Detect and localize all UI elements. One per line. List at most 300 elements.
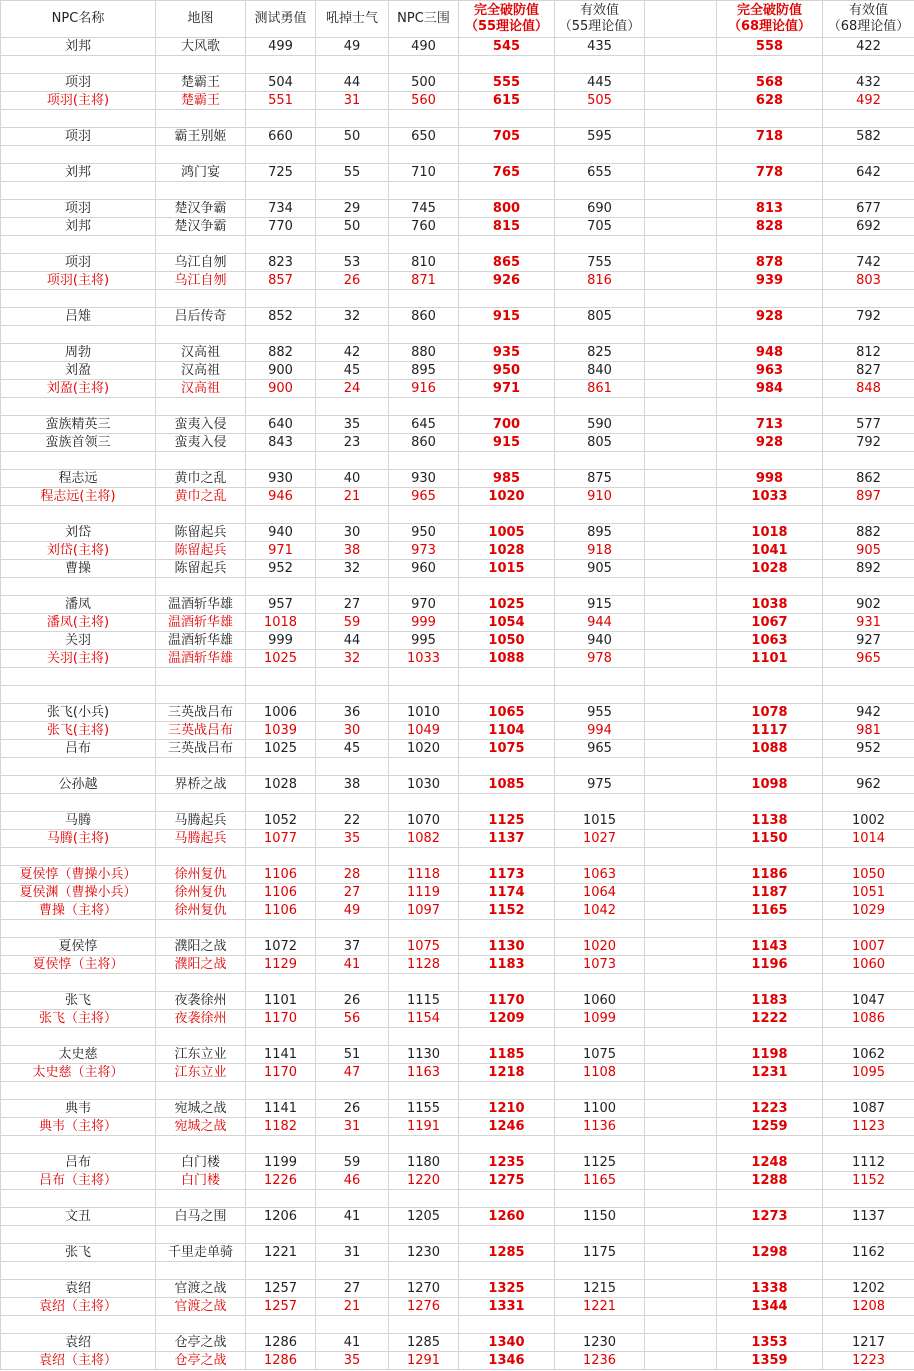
npc-stats-cell: 650 — [389, 128, 459, 146]
npc-name-cell: 典韦（主将） — [1, 1118, 156, 1136]
npc-stats-cell: 1163 — [389, 1064, 459, 1082]
header-full-break-55: 完全破防值 （55理论值） — [459, 1, 555, 38]
test-bravery-cell: 1170 — [246, 1064, 316, 1082]
effective-68-cell: 827 — [823, 362, 914, 380]
empty-cell — [645, 848, 717, 866]
empty-cell — [156, 452, 246, 470]
full-break-68-cell: 713 — [717, 416, 823, 434]
full-break-68-cell: 1186 — [717, 866, 823, 884]
morale-drop-cell: 21 — [316, 488, 389, 506]
npc-name-cell: 张飞 — [1, 1244, 156, 1262]
table-row — [1, 992, 914, 1010]
npc-name-cell: 项羽(主将) — [1, 92, 156, 110]
empty-cell — [156, 794, 246, 812]
blank-row — [1, 398, 914, 416]
spacer-cell — [645, 740, 717, 758]
spacer-cell — [645, 218, 717, 236]
effective-55-cell: 1099 — [555, 1010, 645, 1028]
npc-name-cell: 刘邦 — [1, 164, 156, 182]
npc-stats-cell: 1230 — [389, 1244, 459, 1262]
morale-drop-cell: 50 — [316, 128, 389, 146]
map-cell: 陈留起兵 — [156, 560, 246, 578]
empty-cell — [645, 686, 717, 704]
empty-cell — [246, 110, 316, 128]
full-break-55-cell: 1137 — [459, 830, 555, 848]
map-cell: 蛮夷入侵 — [156, 434, 246, 452]
empty-cell — [156, 398, 246, 416]
full-break-55-cell: 1209 — [459, 1010, 555, 1028]
empty-cell — [645, 236, 717, 254]
full-break-68-cell: 928 — [717, 434, 823, 452]
empty-cell — [555, 1028, 645, 1046]
map-cell: 楚霸王 — [156, 74, 246, 92]
table-row — [1, 1064, 914, 1082]
empty-cell — [1, 1262, 156, 1280]
empty-cell — [316, 1262, 389, 1280]
empty-cell — [389, 1226, 459, 1244]
empty-cell — [156, 1136, 246, 1154]
full-break-55-cell: 545 — [459, 38, 555, 56]
test-bravery-cell: 857 — [246, 272, 316, 290]
full-break-68-cell: 1033 — [717, 488, 823, 506]
full-break-55-cell: 935 — [459, 344, 555, 362]
blank-row — [1, 686, 914, 704]
effective-68-cell: 432 — [823, 74, 914, 92]
npc-stats-cell: 1130 — [389, 1046, 459, 1064]
empty-cell — [717, 1136, 823, 1154]
empty-cell — [555, 1082, 645, 1100]
test-bravery-cell: 1077 — [246, 830, 316, 848]
empty-cell — [1, 974, 156, 992]
effective-68-cell: 692 — [823, 218, 914, 236]
full-break-68-cell: 1248 — [717, 1154, 823, 1172]
npc-name-cell: 夏侯惇 — [1, 938, 156, 956]
empty-cell — [316, 686, 389, 704]
test-bravery-cell: 640 — [246, 416, 316, 434]
map-cell: 陈留起兵 — [156, 524, 246, 542]
effective-55-cell: 1230 — [555, 1334, 645, 1352]
full-break-68-cell: 1344 — [717, 1298, 823, 1316]
full-break-55-cell: 1340 — [459, 1334, 555, 1352]
full-break-68-cell: 1067 — [717, 614, 823, 632]
effective-55-cell: 1020 — [555, 938, 645, 956]
morale-drop-cell: 38 — [316, 776, 389, 794]
header-npc-stats: NPC三围 — [389, 1, 459, 38]
empty-cell — [459, 578, 555, 596]
table-row — [1, 362, 914, 380]
full-break-68-cell: 1143 — [717, 938, 823, 956]
empty-cell — [459, 182, 555, 200]
empty-cell — [459, 146, 555, 164]
morale-drop-cell: 29 — [316, 200, 389, 218]
empty-cell — [823, 326, 914, 344]
npc-stats-cell: 916 — [389, 380, 459, 398]
blank-row — [1, 1028, 914, 1046]
empty-cell — [717, 668, 823, 686]
morale-drop-cell: 36 — [316, 704, 389, 722]
empty-cell — [246, 236, 316, 254]
empty-cell — [1, 236, 156, 254]
empty-cell — [156, 1082, 246, 1100]
full-break-55-cell: 1218 — [459, 1064, 555, 1082]
table-row — [1, 434, 914, 452]
empty-cell — [459, 236, 555, 254]
morale-drop-cell: 46 — [316, 1172, 389, 1190]
empty-cell — [555, 1190, 645, 1208]
npc-name-cell: 夏侯惇（曹操小兵） — [1, 866, 156, 884]
morale-drop-cell: 30 — [316, 722, 389, 740]
npc-stats-cell: 973 — [389, 542, 459, 560]
empty-cell — [156, 290, 246, 308]
morale-drop-cell: 35 — [316, 1352, 389, 1370]
effective-55-cell: 915 — [555, 596, 645, 614]
empty-cell — [156, 506, 246, 524]
test-bravery-cell: 725 — [246, 164, 316, 182]
empty-cell — [717, 848, 823, 866]
full-break-68-cell: 948 — [717, 344, 823, 362]
empty-cell — [156, 56, 246, 74]
npc-name-cell: 项羽 — [1, 254, 156, 272]
empty-cell — [717, 1316, 823, 1334]
morale-drop-cell: 47 — [316, 1064, 389, 1082]
map-cell: 仓亭之战 — [156, 1334, 246, 1352]
effective-68-cell: 1007 — [823, 938, 914, 956]
full-break-55-cell: 1325 — [459, 1280, 555, 1298]
npc-stats-cell: 860 — [389, 308, 459, 326]
full-break-68-cell: 928 — [717, 308, 823, 326]
effective-68-cell: 577 — [823, 416, 914, 434]
spacer-cell — [645, 1208, 717, 1226]
empty-cell — [645, 56, 717, 74]
morale-drop-cell: 50 — [316, 218, 389, 236]
blank-row — [1, 974, 914, 992]
empty-cell — [156, 326, 246, 344]
table-row — [1, 1280, 914, 1298]
table-row — [1, 308, 914, 326]
npc-name-cell: 蛮族首领三 — [1, 434, 156, 452]
empty-cell — [1, 326, 156, 344]
effective-55-cell: 955 — [555, 704, 645, 722]
npc-stats-cell: 1049 — [389, 722, 459, 740]
full-break-68-cell: 1223 — [717, 1100, 823, 1118]
full-break-68-cell: 1273 — [717, 1208, 823, 1226]
effective-68-cell: 1029 — [823, 902, 914, 920]
effective-68-cell: 981 — [823, 722, 914, 740]
test-bravery-cell: 1257 — [246, 1280, 316, 1298]
npc-stats-cell: 1155 — [389, 1100, 459, 1118]
effective-55-cell: 1136 — [555, 1118, 645, 1136]
effective-55-cell: 690 — [555, 200, 645, 218]
empty-cell — [1, 1190, 156, 1208]
effective-55-cell: 705 — [555, 218, 645, 236]
empty-cell — [717, 758, 823, 776]
full-break-55-cell: 985 — [459, 470, 555, 488]
map-cell: 宛城之战 — [156, 1118, 246, 1136]
map-cell: 吕后传奇 — [156, 308, 246, 326]
empty-cell — [823, 398, 914, 416]
empty-cell — [156, 1226, 246, 1244]
map-cell: 官渡之战 — [156, 1280, 246, 1298]
npc-name-cell: 项羽(主将) — [1, 272, 156, 290]
empty-cell — [246, 56, 316, 74]
empty-cell — [645, 146, 717, 164]
test-bravery-cell: 930 — [246, 470, 316, 488]
spacer-cell — [645, 272, 717, 290]
empty-cell — [389, 1316, 459, 1334]
empty-cell — [156, 110, 246, 128]
full-break-68-cell: 998 — [717, 470, 823, 488]
effective-55-cell: 825 — [555, 344, 645, 362]
test-bravery-cell: 1106 — [246, 884, 316, 902]
morale-drop-cell: 56 — [316, 1010, 389, 1028]
empty-cell — [555, 1136, 645, 1154]
full-break-55-cell: 1028 — [459, 542, 555, 560]
blank-row — [1, 110, 914, 128]
empty-cell — [823, 290, 914, 308]
npc-name-cell: 夏侯渊（曹操小兵） — [1, 884, 156, 902]
empty-cell — [389, 1190, 459, 1208]
spacer-cell — [645, 1010, 717, 1028]
empty-cell — [459, 1136, 555, 1154]
morale-drop-cell: 45 — [316, 740, 389, 758]
npc-stats-cell: 930 — [389, 470, 459, 488]
npc-name-cell: 张飞 — [1, 992, 156, 1010]
empty-cell — [645, 1136, 717, 1154]
empty-cell — [246, 1316, 316, 1334]
blank-row — [1, 506, 914, 524]
empty-cell — [823, 686, 914, 704]
empty-cell — [1, 1226, 156, 1244]
empty-cell — [555, 506, 645, 524]
empty-cell — [459, 758, 555, 776]
empty-cell — [717, 398, 823, 416]
empty-cell — [459, 1226, 555, 1244]
empty-cell — [459, 290, 555, 308]
map-cell: 白马之围 — [156, 1208, 246, 1226]
empty-cell — [1, 1028, 156, 1046]
morale-drop-cell: 23 — [316, 434, 389, 452]
test-bravery-cell: 1006 — [246, 704, 316, 722]
empty-cell — [246, 506, 316, 524]
npc-name-cell: 刘岱(主将) — [1, 542, 156, 560]
morale-drop-cell: 32 — [316, 650, 389, 668]
test-bravery-cell: 1182 — [246, 1118, 316, 1136]
empty-cell — [316, 236, 389, 254]
table-row — [1, 344, 914, 362]
test-bravery-cell: 946 — [246, 488, 316, 506]
table-row — [1, 542, 914, 560]
effective-55-cell: 805 — [555, 308, 645, 326]
empty-cell — [555, 290, 645, 308]
effective-68-cell: 862 — [823, 470, 914, 488]
empty-cell — [316, 920, 389, 938]
empty-cell — [555, 452, 645, 470]
full-break-68-cell: 878 — [717, 254, 823, 272]
map-cell: 温酒斩华雄 — [156, 650, 246, 668]
effective-68-cell: 1051 — [823, 884, 914, 902]
npc-name-cell: 刘邦 — [1, 38, 156, 56]
table-row — [1, 650, 914, 668]
empty-cell — [246, 1136, 316, 1154]
empty-cell — [246, 1262, 316, 1280]
map-cell: 濮阳之战 — [156, 938, 246, 956]
full-break-55-cell: 915 — [459, 308, 555, 326]
empty-cell — [645, 182, 717, 200]
full-break-55-cell: 1275 — [459, 1172, 555, 1190]
effective-55-cell: 1075 — [555, 1046, 645, 1064]
empty-cell — [823, 1136, 914, 1154]
test-bravery-cell: 1221 — [246, 1244, 316, 1262]
effective-55-cell: 861 — [555, 380, 645, 398]
table-row — [1, 956, 914, 974]
full-break-68-cell: 1138 — [717, 812, 823, 830]
effective-55-cell: 910 — [555, 488, 645, 506]
spacer-cell — [645, 1172, 717, 1190]
full-break-68-cell: 1038 — [717, 596, 823, 614]
npc-name-cell: 程志远 — [1, 470, 156, 488]
table-body — [1, 38, 914, 1370]
npc-stats-cell: 995 — [389, 632, 459, 650]
full-break-55-cell: 1285 — [459, 1244, 555, 1262]
effective-55-cell: 1108 — [555, 1064, 645, 1082]
empty-cell — [459, 920, 555, 938]
morale-drop-cell: 42 — [316, 344, 389, 362]
spacer-cell — [645, 596, 717, 614]
spacer-cell — [645, 344, 717, 362]
npc-name-cell: 太史慈 — [1, 1046, 156, 1064]
spacer-cell — [645, 254, 717, 272]
full-break-55-cell: 1020 — [459, 488, 555, 506]
map-cell: 乌江自刎 — [156, 254, 246, 272]
full-break-68-cell: 1117 — [717, 722, 823, 740]
effective-68-cell: 905 — [823, 542, 914, 560]
full-break-68-cell: 984 — [717, 380, 823, 398]
effective-55-cell: 1042 — [555, 902, 645, 920]
full-break-68-cell: 1088 — [717, 740, 823, 758]
npc-name-cell: 典韦 — [1, 1100, 156, 1118]
map-cell: 陈留起兵 — [156, 542, 246, 560]
blank-row — [1, 848, 914, 866]
empty-cell — [316, 110, 389, 128]
effective-68-cell: 848 — [823, 380, 914, 398]
empty-cell — [555, 56, 645, 74]
npc-name-cell: 袁绍（主将） — [1, 1298, 156, 1316]
empty-cell — [459, 668, 555, 686]
empty-cell — [246, 452, 316, 470]
empty-cell — [389, 146, 459, 164]
spacer-cell — [645, 308, 717, 326]
morale-drop-cell: 41 — [316, 956, 389, 974]
full-break-68-cell: 1150 — [717, 830, 823, 848]
npc-stats-cell: 1205 — [389, 1208, 459, 1226]
header-effective-55: 有效值 （55理论值） — [555, 1, 645, 38]
map-cell: 徐州复仇 — [156, 884, 246, 902]
empty-cell — [316, 182, 389, 200]
table-row — [1, 560, 914, 578]
empty-cell — [823, 110, 914, 128]
table-row — [1, 218, 914, 236]
map-cell: 黄巾之乱 — [156, 488, 246, 506]
empty-cell — [389, 1262, 459, 1280]
effective-68-cell: 1208 — [823, 1298, 914, 1316]
full-break-68-cell: 963 — [717, 362, 823, 380]
test-bravery-cell: 1106 — [246, 866, 316, 884]
test-bravery-cell: 882 — [246, 344, 316, 362]
spacer-cell — [645, 632, 717, 650]
full-break-55-cell: 705 — [459, 128, 555, 146]
empty-cell — [823, 794, 914, 812]
empty-cell — [389, 110, 459, 128]
spacer-cell — [645, 884, 717, 902]
empty-cell — [555, 920, 645, 938]
morale-drop-cell: 35 — [316, 416, 389, 434]
full-break-55-cell: 800 — [459, 200, 555, 218]
effective-68-cell: 1002 — [823, 812, 914, 830]
map-cell: 汉高祖 — [156, 380, 246, 398]
full-break-55-cell: 1210 — [459, 1100, 555, 1118]
empty-cell — [316, 668, 389, 686]
blank-row — [1, 1190, 914, 1208]
effective-55-cell: 1150 — [555, 1208, 645, 1226]
blank-row — [1, 794, 914, 812]
spacer-cell — [645, 722, 717, 740]
spacer-cell — [645, 38, 717, 56]
empty-cell — [246, 326, 316, 344]
effective-68-cell: 422 — [823, 38, 914, 56]
npc-name-cell: 张飞（主将） — [1, 1010, 156, 1028]
effective-68-cell: 1162 — [823, 1244, 914, 1262]
spacer-cell — [645, 1298, 717, 1316]
empty-cell — [823, 236, 914, 254]
empty-cell — [717, 452, 823, 470]
empty-cell — [717, 1190, 823, 1208]
effective-68-cell: 965 — [823, 650, 914, 668]
morale-drop-cell: 41 — [316, 1208, 389, 1226]
morale-drop-cell: 26 — [316, 272, 389, 290]
npc-name-cell: 吕布 — [1, 740, 156, 758]
map-cell: 江东立业 — [156, 1064, 246, 1082]
table-row — [1, 470, 914, 488]
empty-cell — [555, 182, 645, 200]
spacer-cell — [645, 488, 717, 506]
empty-cell — [156, 1028, 246, 1046]
full-break-55-cell: 1050 — [459, 632, 555, 650]
empty-cell — [246, 686, 316, 704]
morale-drop-cell: 27 — [316, 884, 389, 902]
effective-55-cell: 994 — [555, 722, 645, 740]
empty-cell — [823, 146, 914, 164]
npc-stats-cell: 1285 — [389, 1334, 459, 1352]
effective-68-cell: 803 — [823, 272, 914, 290]
test-bravery-cell: 660 — [246, 128, 316, 146]
npc-stats-cell: 1180 — [389, 1154, 459, 1172]
effective-55-cell: 1175 — [555, 1244, 645, 1262]
blank-row — [1, 182, 914, 200]
morale-drop-cell: 31 — [316, 1118, 389, 1136]
header-spacer — [645, 1, 717, 38]
test-bravery-cell: 1206 — [246, 1208, 316, 1226]
empty-cell — [645, 974, 717, 992]
table-row — [1, 1046, 914, 1064]
effective-68-cell: 792 — [823, 434, 914, 452]
spacer-cell — [645, 1154, 717, 1172]
empty-cell — [717, 182, 823, 200]
empty-cell — [717, 920, 823, 938]
effective-68-cell: 1095 — [823, 1064, 914, 1082]
empty-cell — [156, 1316, 246, 1334]
test-bravery-cell: 1018 — [246, 614, 316, 632]
spacer-cell — [645, 776, 717, 794]
